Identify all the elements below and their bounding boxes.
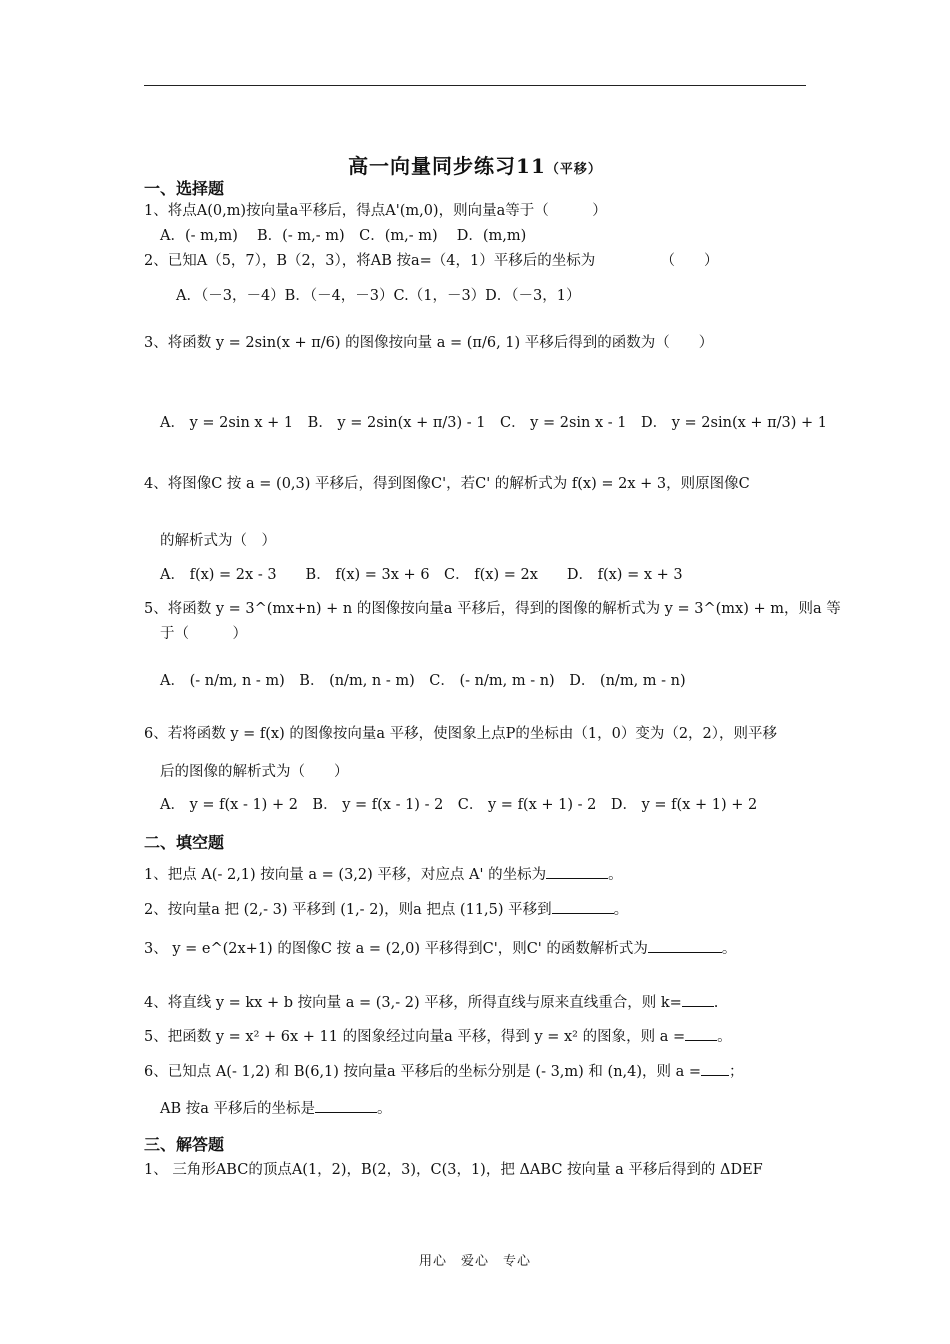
fill-3-blank	[648, 938, 722, 953]
question-4-options: A． f(x) = 2x - 3 B． f(x) = 3x + 6 C． f(x) = 2x D． f(x) = x + 3	[160, 567, 683, 583]
question-2-options: A．（－3，－4）B．（－4，－3）C.（1，－3）D．（－3，1）	[176, 288, 581, 304]
fill-1-text: 1、把点 A(- 2,1) 按向量 a = (3,2) 平移，对应点 A' 的坐标为	[144, 867, 547, 883]
fill-2-text: 2、按向量a 把 (2,- 3) 平移到 (1,- 2)，则a 把点 (11,5) 平移到	[144, 902, 552, 918]
fill-5-text: 5、把函数 y = x² + 6x + 11 的图象经过向量a 平移，得到 y = x² 的图象，则 a =	[144, 1029, 686, 1045]
question-1-options: A．(- m,m) B．(- m,- m) C．(m,- m) D．(m,m)	[160, 228, 527, 244]
fill-4-blank	[682, 992, 714, 1007]
question-4-line-2: 的解析式为（ ）	[160, 533, 276, 549]
question-2: 2、已知A（5，7），B（2，3），将AB 按a=（4，1）平移后的坐标为 （ ）	[144, 253, 719, 269]
page-title	[0, 150, 950, 179]
question-5-options: A． (- n/m, n - m) B． (n/m, n - m) C． (- n/m, m - n) D． (n/m, m - n)	[160, 673, 686, 689]
fill-6-text: 6、已知点 A(- 1,2) 和 B(6,1) 按向量a 平移后的坐标分别是 (- 3,m) 和 (n,4)，则 a =	[144, 1064, 702, 1080]
question-3: 3、将函数 y = 2sin(x + π/6) 的图像按向量 a = (π/6, 1) 平移后得到的函数为（ ）	[144, 335, 714, 351]
fill-3-end: 。	[721, 941, 737, 957]
page-footer: 用心 爱心 专心	[418, 1254, 531, 1269]
fill-2-blank	[552, 899, 614, 914]
question-6-options: A． y = f(x - 1) + 2 B． y = f(x - 1) - 2 C． y = f(x + 1) - 2 D． y = f(x + 1) + 2	[160, 797, 758, 813]
fill-6-blank	[701, 1061, 729, 1076]
fill-2	[144, 899, 628, 920]
fill-1-end: 。	[608, 867, 623, 883]
section-heading-fill: 二、填空题	[144, 833, 225, 852]
fill-5	[144, 1026, 732, 1047]
fill-6-end: ；	[729, 1064, 744, 1080]
fill-3-text: 3、 y = e^(2x+1) 的图像C 按 a = (2,0) 平移得到C'，则C' 的函数解析式为	[144, 941, 648, 957]
fill-5-blank	[685, 1026, 717, 1041]
question-6: 6、若将函数 y = f(x) 的图像按向量a 平移，使图象上点P的坐标由（1，0）变为（2，2），则平移	[144, 726, 778, 742]
fill-6-line-2	[160, 1098, 392, 1119]
title-text: 高一向量同步练习11	[348, 154, 546, 178]
fill-5-end: 。	[717, 1029, 732, 1045]
section-heading-answer: 三、解答题	[144, 1135, 225, 1154]
fill-3	[144, 938, 736, 959]
fill-6b-text: AB 按a 平移后的坐标是	[160, 1101, 315, 1117]
question-5: 5、将函数 y = 3^(mx+n) + n 的图像按向量a 平移后，得到的图像的解析式为 y = 3^(mx) + m，则a 等	[144, 601, 841, 617]
title-subtitle: （平移）	[545, 162, 602, 177]
question-5-line-2: 于（ ）	[160, 626, 247, 642]
fill-6	[144, 1061, 744, 1082]
header-rule	[144, 85, 806, 86]
fill-4-text: 4、将直线 y = kx + b 按向量 a = (3,- 2) 平移，所得直线与原来直线重合，则 k=	[144, 995, 682, 1011]
question-3-options: A． y = 2sin x + 1 B． y = 2sin(x + π/3) - 1 C． y = 2sin x - 1 D． y = 2sin(x + π/3) + 1	[160, 415, 828, 431]
fill-1-blank	[546, 864, 608, 879]
question-4: 4、将图像C 按 a = (0,3) 平移后，得到图像C'，若C' 的解析式为 f(x) = 2x + 3，则原图像C	[144, 476, 750, 492]
answer-1: 1、 三角形ABC的顶点A(1，2)，B(2，3)，C(3，1)，把 ΔABC 按向量 a 平移后得到的 ΔDEF	[144, 1162, 763, 1178]
fill-4	[144, 992, 718, 1013]
section-heading-choice: 一、选择题	[144, 179, 225, 198]
fill-4-end: .	[713, 995, 719, 1011]
question-6-line-2: 后的图像的解析式为（ ）	[160, 764, 349, 780]
fill-2-end: 。	[613, 902, 629, 918]
question-1: 1、将点A(0,m)按向量a平移后，得点A'(m,0)，则向量a等于（ ）	[144, 203, 607, 219]
fill-6b-end: 。	[377, 1101, 392, 1117]
fill-1	[144, 864, 623, 885]
fill-6b-blank	[315, 1098, 377, 1113]
